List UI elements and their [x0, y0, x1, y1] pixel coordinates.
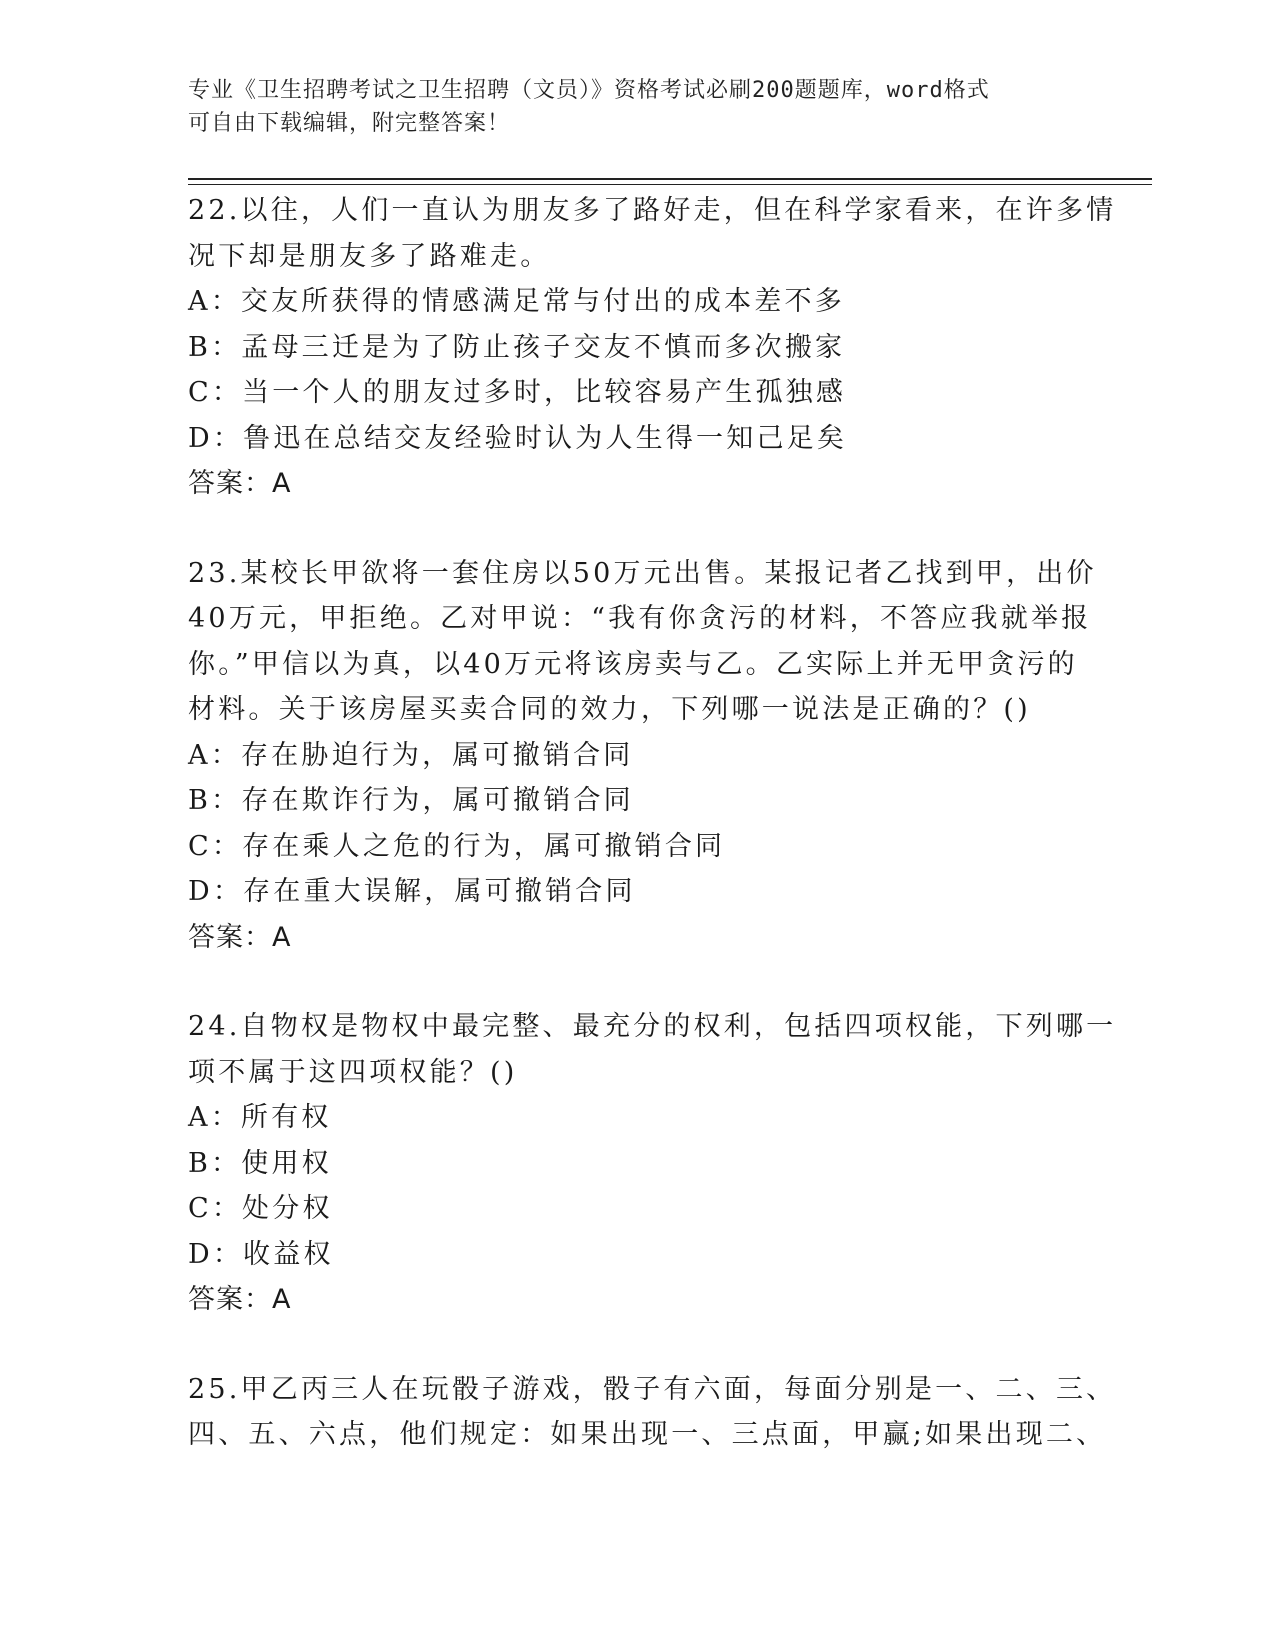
- option-d: D：存在重大误解，属可撤销合同: [188, 876, 636, 907]
- option-a: A：交友所获得的情感满足常与付出的成本差不多: [188, 286, 845, 317]
- option-b: B：存在欺诈行为，属可撤销合同: [188, 785, 634, 816]
- answer-label: 答案：A: [188, 921, 292, 953]
- question-23: [188, 551, 1097, 961]
- question-list: [188, 188, 1117, 1502]
- header-rule-thin: [188, 184, 1152, 185]
- option-b: B：使用权: [188, 1147, 332, 1179]
- header-rule-thick: [188, 178, 1152, 180]
- answer-label: 答案：A: [188, 468, 292, 499]
- question-stem-line: 四、五、六点，他们规定：如果出现一、三点面，甲赢;如果出现二、: [188, 1419, 1107, 1450]
- question-stem-line: 况下却是朋友多了路难走。: [188, 240, 551, 272]
- question-stem-line: 材料。关于该房屋买卖合同的效力，下列哪一说法是正确的？(): [188, 694, 1031, 725]
- option-a: A：所有权: [188, 1102, 332, 1133]
- question-22: [188, 188, 1117, 507]
- option-c: C：存在乘人之危的行为，属可撤销合同: [188, 830, 726, 862]
- question-stem-line: 25.甲乙丙三人在玩骰子游戏，骰子有六面，每面分别是一、二、三、: [188, 1373, 1117, 1405]
- option-b: B：孟母三迁是为了防止孩子交友不慎而多次搬家: [188, 331, 846, 363]
- question-stem-line: 你。”甲信以为真，以40万元将该房卖与乙。乙实际上并无甲贪污的: [188, 648, 1078, 680]
- option-d: D：鲁迅在总结交友经验时认为人生得一知己足矣: [188, 422, 848, 454]
- question-24: [188, 1004, 1117, 1323]
- question-stem-line: 22.以往，人们一直认为朋友多了路好走，但在科学家看来，在许多情: [188, 195, 1117, 226]
- header-line-2: 可自由下载编辑，附完整答案！: [188, 111, 511, 136]
- option-c: C：处分权: [188, 1193, 333, 1224]
- question-25: [188, 1367, 1117, 1458]
- question-stem-line: 23.某校长甲欲将一套住房以50万元出售。某报记者乙找到甲，出价: [188, 557, 1097, 589]
- question-stem-line: 24.自物权是物权中最完整、最充分的权利，包括四项权能，下列哪一: [188, 1011, 1117, 1042]
- option-a: A：存在胁迫行为，属可撤销合同: [188, 739, 634, 771]
- answer-label: 答案：A: [188, 1284, 292, 1315]
- option-c: C：当一个人的朋友过多时，比较容易产生孤独感: [188, 377, 847, 408]
- header-line-1: 专业《卫生招聘考试之卫生招聘（文员）》资格考试必刷200题题库，word格式: [188, 78, 990, 103]
- option-d: D：收益权: [188, 1238, 334, 1270]
- question-stem-line: 项不属于这四项权能？(): [188, 1056, 518, 1088]
- question-stem-line: 40万元，甲拒绝。乙对甲说：“我有你贪污的材料，不答应我就举报: [188, 603, 1092, 634]
- document-header: [188, 74, 1068, 140]
